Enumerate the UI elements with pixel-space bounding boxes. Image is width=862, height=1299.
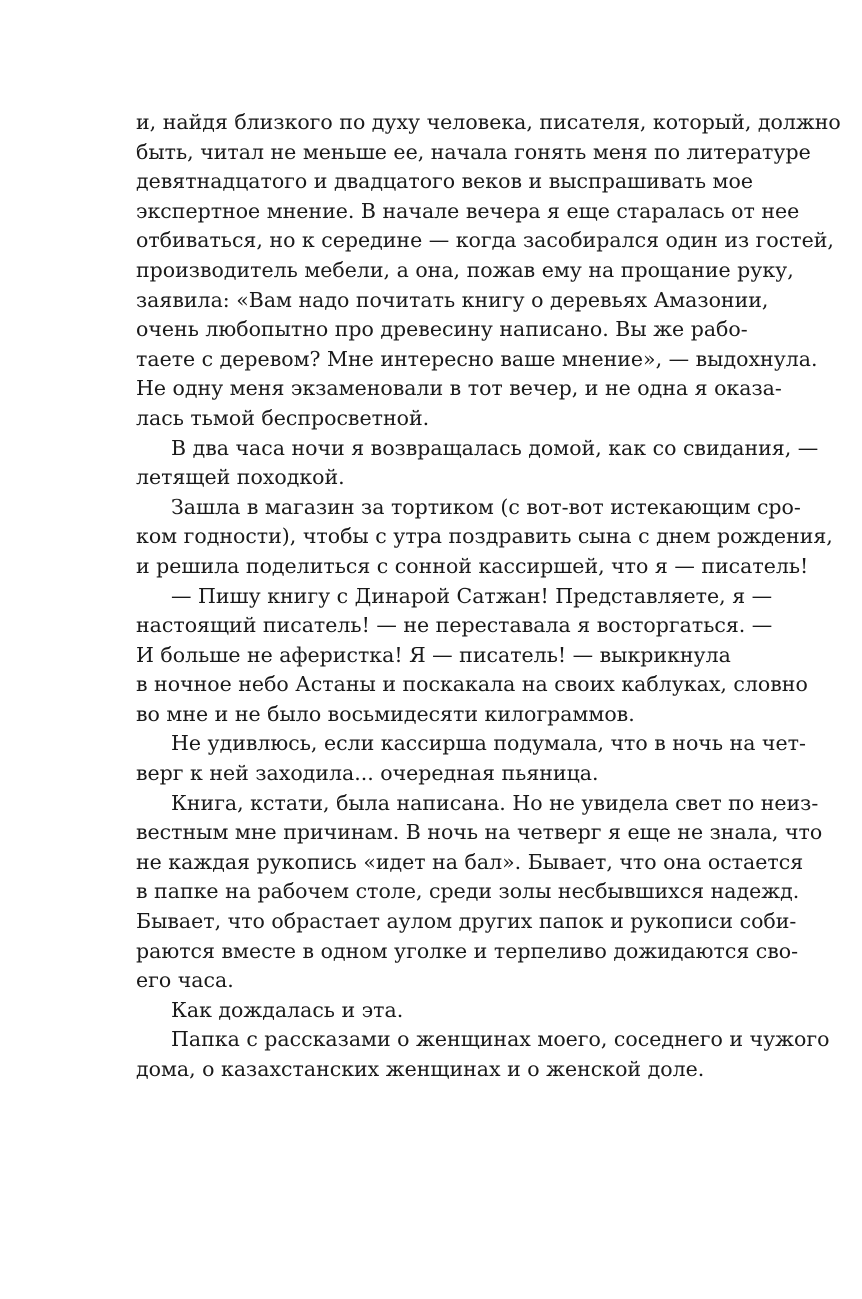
text-line: Не удивлюсь, если кассирша подумала, что в ночь на чет- [171, 731, 806, 756]
paragraph-5 [136, 729, 806, 788]
paragraph-2 [136, 434, 819, 493]
paragraph-7 [136, 996, 729, 1026]
text-line: вестным мне причинам. В ночь на четверг я еще не знала, что [136, 820, 823, 845]
text-line: летящей походкой. [136, 465, 345, 490]
text-line: раются вместе в одном уголке и терпеливо дожидаются сво- [136, 938, 799, 963]
text-line: и решила поделиться с сонной кассиршей, что я — писатель! [136, 553, 809, 578]
text-line: лась тьмой беспросветной. [136, 405, 430, 430]
text-line: его часа. [136, 968, 234, 993]
text-line: очень любопытно про древесину написано. Вы же рабо- [136, 317, 748, 342]
body-text [136, 108, 841, 1085]
text-line: настоящий писатель! — не переставала я восторгаться. — [136, 613, 773, 638]
text-line: верг к ней заходила... очередная пьяница. [136, 761, 599, 786]
paragraph-3 [136, 493, 833, 582]
text-line: и, найдя близкого по духу человека, писателя, который, должно [136, 110, 841, 134]
text-line: И больше не аферистка! Я — писатель! — выкрикнула [136, 642, 731, 667]
paragraph-8 [136, 1025, 830, 1084]
text-line: Папка с рассказами о женщинах моего, соседнего и чужого [171, 1027, 830, 1052]
text-line: отбиваться, но к середине — когда засобирался один из гостей, [136, 228, 834, 253]
text-line: быть, читал не меньше ее, начала гонять меня по литературе [136, 139, 811, 164]
paragraph-1 [136, 108, 841, 434]
text-line: заявила: «Вам надо почитать книгу о деревьях Амазонии, [136, 287, 769, 312]
text-line: не каждая рукопись «идет на бал». Бывает, что она остается [136, 849, 804, 874]
text-line: Бывает, что обрастает аулом других папок и рукописи соби- [136, 909, 797, 934]
text-line: Как дождалась и эта. [171, 997, 404, 1022]
text-line: девятнадцатого и двадцатого веков и выспрашивать мое [136, 169, 753, 194]
text-line: Не одну меня экзаменовали в тот вечер, и не одна я оказа- [136, 376, 782, 401]
text-line: Зашла в магазин за тортиком (с вот-вот истекающим сро- [171, 494, 801, 519]
text-line: в папке на рабочем столе, среди золы несбывшихся надежд. [136, 879, 800, 904]
text-line: производитель мебели, а она, пожав ему на прощание руку, [136, 257, 794, 282]
paragraph-6 [136, 789, 823, 996]
text-line: Книга, кстати, была написана. Но не увидела свет по неиз- [171, 790, 819, 815]
text-line: в ночное небо Астаны и поскакала на своих каблуках, словно [136, 672, 808, 697]
text-line: таете с деревом? Мне интересно ваше мнение», — выдохнула. [136, 346, 818, 371]
text-line: В два часа ночи я возвращалась домой, как со свидания, — [171, 435, 819, 460]
text-line: — Пишу книгу с Динарой Сатжан! Представляете, я — [171, 583, 773, 608]
paragraph-4 [136, 582, 808, 730]
text-line: экспертное мнение. В начале вечера я еще старалась от нее [136, 198, 800, 223]
text-line: ком годности), чтобы с утра поздравить сына с днем рождения, [136, 524, 833, 549]
text-line: дома, о казахстанских женщинах и о женской доле. [136, 1057, 705, 1081]
text-line: во мне и не было восьмидесяти килограммов. [136, 701, 635, 726]
